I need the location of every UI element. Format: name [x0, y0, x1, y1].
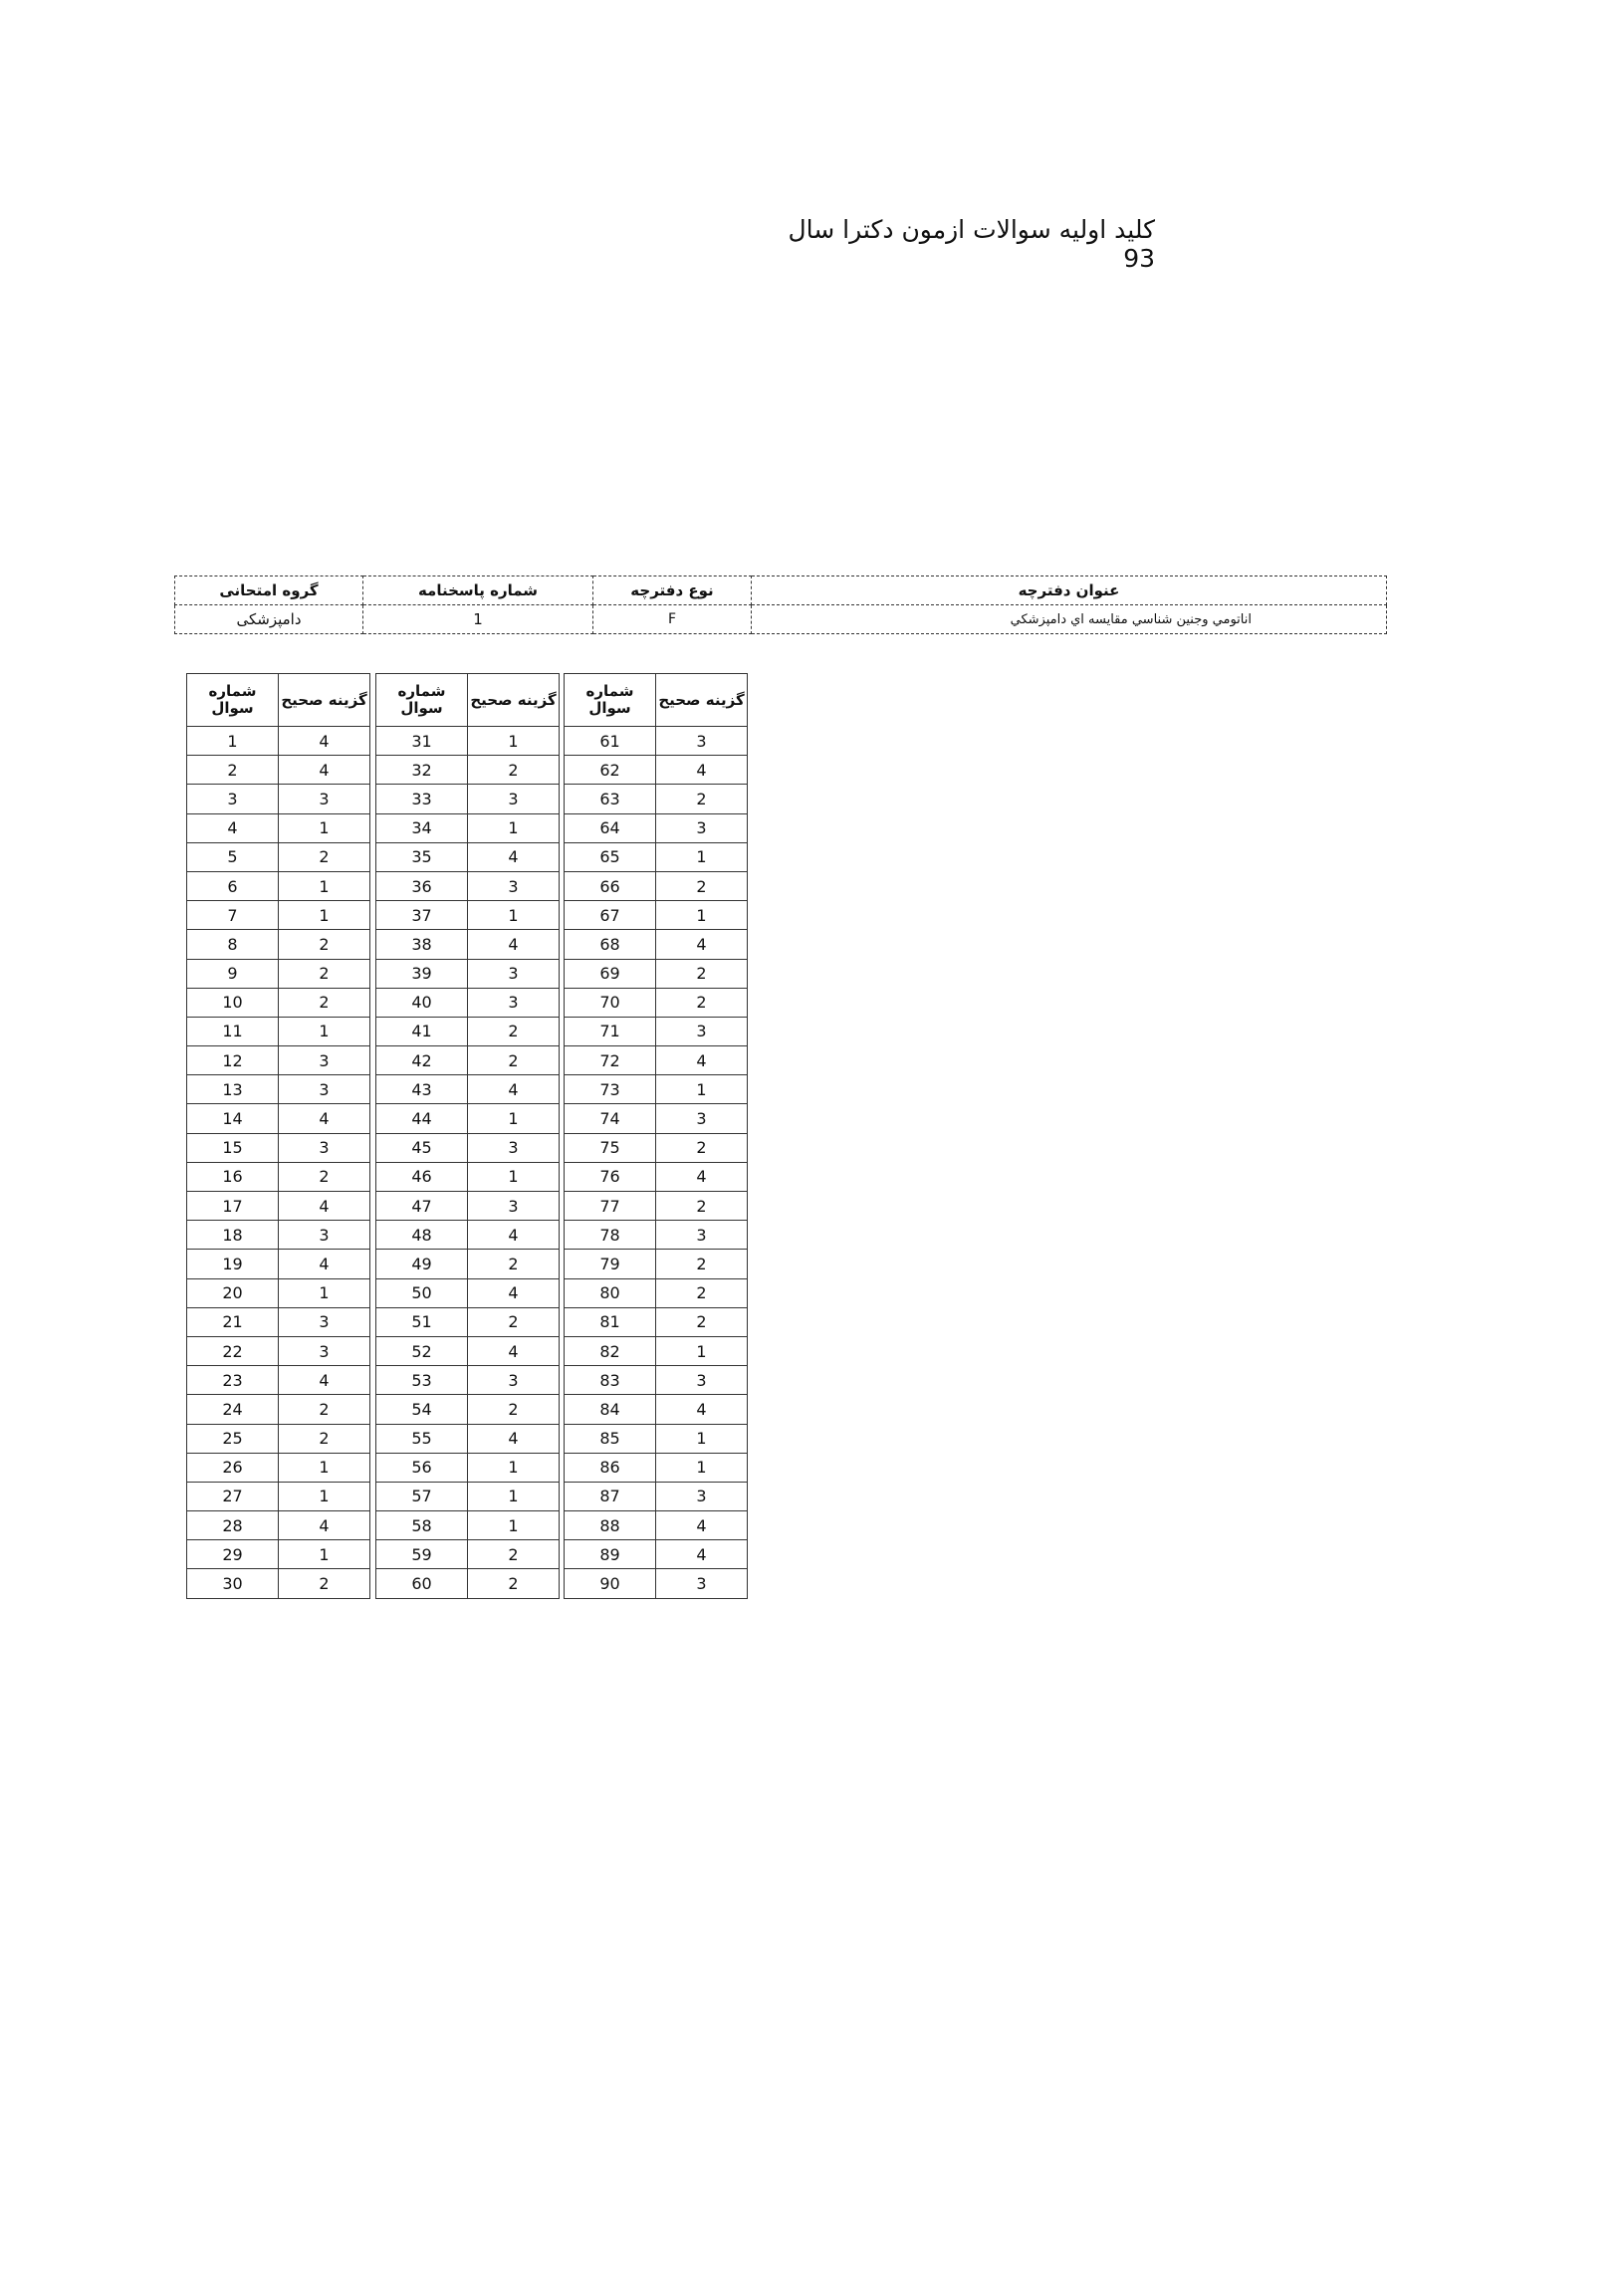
question-number-cell: 2 [187, 756, 279, 785]
table-row [376, 1569, 560, 1598]
correct-option-cell: 1 [279, 1017, 370, 1045]
question-number-cell: 52 [376, 1336, 468, 1365]
question-number-cell: 37 [376, 901, 468, 930]
correct-option-cell: 3 [656, 1221, 748, 1250]
table-row [565, 1482, 748, 1510]
table-row [376, 813, 560, 842]
table-row [376, 1336, 560, 1365]
correct-option-cell: 2 [279, 1569, 370, 1598]
correct-option-cell: 4 [279, 1104, 370, 1133]
question-number-cell: 89 [565, 1540, 656, 1569]
correct-option-header: گزینه صحیح [279, 674, 370, 727]
table-row [187, 1221, 370, 1250]
booklet-info-value-row [175, 605, 1387, 634]
correct-option-cell: 4 [468, 1336, 560, 1365]
question-number-cell: 51 [376, 1307, 468, 1336]
question-number-cell: 80 [565, 1278, 656, 1307]
question-number-cell: 25 [187, 1424, 279, 1453]
table-row [187, 1162, 370, 1191]
correct-option-cell: 1 [656, 1453, 748, 1482]
question-number-cell: 12 [187, 1046, 279, 1075]
question-number-cell: 69 [565, 959, 656, 988]
question-number-cell: 86 [565, 1453, 656, 1482]
question-number-cell: 57 [376, 1482, 468, 1510]
table-row [376, 1104, 560, 1133]
question-number-cell: 44 [376, 1104, 468, 1133]
question-number-cell: 22 [187, 1336, 279, 1365]
correct-option-cell: 2 [656, 1307, 748, 1336]
question-number-cell: 27 [187, 1482, 279, 1510]
question-number-cell: 34 [376, 813, 468, 842]
question-number-cell: 20 [187, 1278, 279, 1307]
question-number-cell: 56 [376, 1453, 468, 1482]
question-number-cell: 76 [565, 1162, 656, 1191]
question-number-cell: 82 [565, 1336, 656, 1365]
correct-option-cell: 2 [656, 959, 748, 988]
question-number-cell: 29 [187, 1540, 279, 1569]
question-number-cell: 55 [376, 1424, 468, 1453]
table-row [565, 930, 748, 959]
table-row [376, 930, 560, 959]
question-number-cell: 17 [187, 1192, 279, 1221]
question-number-cell: 6 [187, 871, 279, 900]
table-row [187, 1250, 370, 1278]
correct-option-cell: 2 [468, 1046, 560, 1075]
table-row [565, 756, 748, 785]
table-row [565, 1104, 748, 1133]
correct-option-cell: 4 [656, 1540, 748, 1569]
correct-option-cell: 1 [279, 1482, 370, 1510]
correct-option-cell: 4 [656, 1046, 748, 1075]
table-row [565, 1192, 748, 1221]
table-row [376, 1017, 560, 1045]
question-number-cell: 64 [565, 813, 656, 842]
table-row [376, 1250, 560, 1278]
question-number-cell: 70 [565, 988, 656, 1017]
table-row [376, 727, 560, 756]
table-row [187, 1395, 370, 1424]
table-row [187, 871, 370, 900]
correct-option-cell: 4 [656, 1162, 748, 1191]
correct-option-cell: 2 [656, 1250, 748, 1278]
table-row [565, 1540, 748, 1569]
exam-group-value: دامپزشکی [175, 605, 363, 634]
table-row [565, 1569, 748, 1598]
question-number-cell: 60 [376, 1569, 468, 1598]
table-row [187, 1046, 370, 1075]
table-row [565, 1221, 748, 1250]
question-number-cell: 26 [187, 1453, 279, 1482]
question-number-cell: 3 [187, 785, 279, 813]
correct-option-cell: 4 [279, 1250, 370, 1278]
correct-option-cell: 2 [656, 1133, 748, 1162]
table-row [376, 1192, 560, 1221]
table-row [376, 1482, 560, 1510]
question-number-cell: 63 [565, 785, 656, 813]
table-row [376, 756, 560, 785]
question-number-cell: 87 [565, 1482, 656, 1510]
table-row [376, 1540, 560, 1569]
table-row [187, 959, 370, 988]
question-number-cell: 62 [565, 756, 656, 785]
question-number-cell: 72 [565, 1046, 656, 1075]
correct-option-cell: 4 [279, 727, 370, 756]
question-number-cell: 79 [565, 1250, 656, 1278]
correct-option-cell: 4 [468, 842, 560, 871]
correct-option-cell: 3 [468, 1192, 560, 1221]
correct-option-cell: 3 [279, 1307, 370, 1336]
table-row [376, 959, 560, 988]
correct-option-cell: 1 [468, 901, 560, 930]
question-number-cell: 58 [376, 1511, 468, 1540]
table-row [376, 1221, 560, 1250]
table-row [565, 988, 748, 1017]
question-number-cell: 18 [187, 1221, 279, 1250]
table-row [565, 842, 748, 871]
table-row [376, 1278, 560, 1307]
question-number-cell: 5 [187, 842, 279, 871]
table-row [565, 1395, 748, 1424]
question-number-cell: 81 [565, 1307, 656, 1336]
table-row [187, 1511, 370, 1540]
question-number-cell: 75 [565, 1133, 656, 1162]
answer-key-table-2 [375, 673, 560, 1599]
correct-option-cell: 2 [468, 1017, 560, 1045]
question-number-cell: 43 [376, 1075, 468, 1104]
correct-option-cell: 4 [279, 1366, 370, 1395]
booklet-info-header-row [175, 576, 1387, 605]
question-number-cell: 83 [565, 1366, 656, 1395]
table-row [376, 988, 560, 1017]
correct-option-cell: 3 [468, 1133, 560, 1162]
correct-option-cell: 1 [468, 727, 560, 756]
table-row [376, 1395, 560, 1424]
table-row [376, 1046, 560, 1075]
table-row [565, 1511, 748, 1540]
correct-option-cell: 3 [279, 1221, 370, 1250]
question-number-header: شماره سوال [376, 674, 468, 727]
correct-option-cell: 2 [468, 1569, 560, 1598]
correct-option-cell: 2 [279, 930, 370, 959]
booklet-type-header: نوع دفترچه [593, 576, 752, 605]
question-number-cell: 30 [187, 1569, 279, 1598]
correct-option-cell: 1 [468, 1453, 560, 1482]
correct-option-cell: 2 [279, 959, 370, 988]
question-number-cell: 10 [187, 988, 279, 1017]
correct-option-cell: 1 [656, 901, 748, 930]
booklet-title-header: عنوان دفترچه [752, 576, 1387, 605]
correct-option-cell: 4 [656, 756, 748, 785]
question-number-cell: 14 [187, 1104, 279, 1133]
table-row [565, 901, 748, 930]
correct-option-cell: 4 [279, 756, 370, 785]
correct-option-cell: 3 [279, 1336, 370, 1365]
question-number-cell: 15 [187, 1133, 279, 1162]
correct-option-cell: 4 [468, 1075, 560, 1104]
table-row [565, 1075, 748, 1104]
correct-option-cell: 1 [656, 1424, 748, 1453]
correct-option-cell: 2 [279, 1162, 370, 1191]
question-number-cell: 67 [565, 901, 656, 930]
question-number-cell: 24 [187, 1395, 279, 1424]
table-row [187, 988, 370, 1017]
table-row [187, 813, 370, 842]
question-number-cell: 21 [187, 1307, 279, 1336]
answer-sheet-number-header: شماره پاسخنامه [363, 576, 593, 605]
correct-option-cell: 2 [656, 988, 748, 1017]
question-number-cell: 39 [376, 959, 468, 988]
correct-option-cell: 1 [468, 1104, 560, 1133]
correct-option-cell: 3 [279, 1133, 370, 1162]
correct-option-cell: 4 [279, 1511, 370, 1540]
correct-option-cell: 2 [279, 1395, 370, 1424]
question-number-cell: 16 [187, 1162, 279, 1191]
question-number-cell: 46 [376, 1162, 468, 1191]
table-row [565, 1250, 748, 1278]
table-row [376, 1162, 560, 1191]
correct-option-cell: 2 [468, 1250, 560, 1278]
table-row [565, 1307, 748, 1336]
table-row [187, 1017, 370, 1045]
table-row [376, 901, 560, 930]
correct-option-cell: 4 [656, 930, 748, 959]
table-row [187, 756, 370, 785]
correct-option-cell: 4 [656, 1395, 748, 1424]
question-number-header: شماره سوال [187, 674, 279, 727]
question-number-cell: 49 [376, 1250, 468, 1278]
correct-option-cell: 1 [279, 813, 370, 842]
table-row [187, 1278, 370, 1307]
correct-option-cell: 1 [656, 1075, 748, 1104]
correct-option-cell: 3 [468, 959, 560, 988]
question-number-cell: 31 [376, 727, 468, 756]
correct-option-cell: 1 [468, 813, 560, 842]
question-number-cell: 4 [187, 813, 279, 842]
question-number-cell: 84 [565, 1395, 656, 1424]
booklet-info-table [174, 575, 1387, 634]
correct-option-cell: 2 [468, 1395, 560, 1424]
question-number-cell: 23 [187, 1366, 279, 1395]
correct-option-cell: 3 [468, 785, 560, 813]
correct-option-cell: 1 [656, 842, 748, 871]
question-number-cell: 54 [376, 1395, 468, 1424]
question-number-cell: 88 [565, 1511, 656, 1540]
answer-key-table-3 [564, 673, 748, 1599]
question-number-cell: 11 [187, 1017, 279, 1045]
table-row [187, 1366, 370, 1395]
question-number-cell: 19 [187, 1250, 279, 1278]
correct-option-cell: 1 [279, 871, 370, 900]
table-row [187, 1336, 370, 1365]
correct-option-cell: 4 [468, 930, 560, 959]
correct-option-cell: 4 [468, 1424, 560, 1453]
table-row [376, 1366, 560, 1395]
table-row [187, 1075, 370, 1104]
correct-option-cell: 2 [468, 1540, 560, 1569]
correct-option-cell: 3 [468, 1366, 560, 1395]
table-row [376, 1511, 560, 1540]
booklet-type-value: F [593, 605, 752, 634]
table-row [187, 1482, 370, 1510]
correct-option-cell: 2 [468, 756, 560, 785]
correct-option-cell: 3 [468, 871, 560, 900]
table-row [376, 871, 560, 900]
correct-option-cell: 2 [279, 842, 370, 871]
correct-option-cell: 3 [468, 988, 560, 1017]
question-number-cell: 9 [187, 959, 279, 988]
booklet-title-value: اناتومي وجنين شناسي مقايسه اي دامپزشكي [752, 605, 1387, 634]
table-row [565, 1046, 748, 1075]
table-row [187, 901, 370, 930]
table-row [565, 1336, 748, 1365]
table-row [187, 1133, 370, 1162]
table-row [187, 1307, 370, 1336]
table-row [187, 842, 370, 871]
question-number-cell: 40 [376, 988, 468, 1017]
question-number-cell: 1 [187, 727, 279, 756]
question-number-header: شماره سوال [565, 674, 656, 727]
table-row [187, 727, 370, 756]
answer-key-header-row [376, 674, 560, 727]
table-row [565, 1424, 748, 1453]
table-row [376, 1424, 560, 1453]
question-number-cell: 90 [565, 1569, 656, 1598]
table-row [187, 1424, 370, 1453]
correct-option-cell: 2 [656, 871, 748, 900]
correct-option-cell: 3 [279, 1046, 370, 1075]
correct-option-cell: 2 [656, 1192, 748, 1221]
table-row [376, 1133, 560, 1162]
question-number-cell: 85 [565, 1424, 656, 1453]
table-row [565, 1453, 748, 1482]
question-number-cell: 59 [376, 1540, 468, 1569]
question-number-cell: 38 [376, 930, 468, 959]
question-number-cell: 35 [376, 842, 468, 871]
correct-option-cell: 4 [468, 1221, 560, 1250]
correct-option-cell: 1 [656, 1336, 748, 1365]
correct-option-cell: 2 [279, 988, 370, 1017]
correct-option-cell: 3 [279, 1075, 370, 1104]
question-number-cell: 7 [187, 901, 279, 930]
table-row [376, 1453, 560, 1482]
table-row [187, 785, 370, 813]
question-number-cell: 65 [565, 842, 656, 871]
table-row [565, 1278, 748, 1307]
question-number-cell: 33 [376, 785, 468, 813]
answer-key-header-row [565, 674, 748, 727]
correct-option-cell: 1 [468, 1482, 560, 1510]
question-number-cell: 53 [376, 1366, 468, 1395]
answer-key-table-1 [186, 673, 370, 1599]
correct-option-cell: 3 [656, 813, 748, 842]
exam-group-header: گروه امتحانی [175, 576, 363, 605]
question-number-cell: 45 [376, 1133, 468, 1162]
question-number-cell: 50 [376, 1278, 468, 1307]
table-row [187, 1569, 370, 1598]
question-number-cell: 78 [565, 1221, 656, 1250]
correct-option-cell: 2 [279, 1424, 370, 1453]
answer-key-header-row [187, 674, 370, 727]
question-number-cell: 73 [565, 1075, 656, 1104]
table-row [565, 959, 748, 988]
correct-option-cell: 3 [656, 1366, 748, 1395]
correct-option-cell: 3 [656, 727, 748, 756]
question-number-cell: 47 [376, 1192, 468, 1221]
question-number-cell: 66 [565, 871, 656, 900]
table-row [565, 1017, 748, 1045]
correct-option-cell: 3 [656, 1482, 748, 1510]
correct-option-cell: 3 [656, 1569, 748, 1598]
correct-option-cell: 4 [468, 1278, 560, 1307]
question-number-cell: 36 [376, 871, 468, 900]
correct-option-cell: 1 [279, 1278, 370, 1307]
question-number-cell: 71 [565, 1017, 656, 1045]
table-row [376, 842, 560, 871]
table-row [376, 1075, 560, 1104]
table-row [187, 1192, 370, 1221]
table-row [565, 1162, 748, 1191]
page-title: کلید اولیه سوالات ازمون دکترا سال 93 [788, 215, 1155, 273]
table-row [376, 1307, 560, 1336]
answer-sheet-number-value: 1 [363, 605, 593, 634]
question-number-cell: 61 [565, 727, 656, 756]
question-number-cell: 68 [565, 930, 656, 959]
table-row [565, 1133, 748, 1162]
correct-option-cell: 1 [468, 1511, 560, 1540]
question-number-cell: 48 [376, 1221, 468, 1250]
table-row [187, 1540, 370, 1569]
table-row [187, 930, 370, 959]
correct-option-cell: 1 [279, 1453, 370, 1482]
correct-option-cell: 3 [656, 1017, 748, 1045]
table-row [187, 1104, 370, 1133]
question-number-cell: 77 [565, 1192, 656, 1221]
question-number-cell: 8 [187, 930, 279, 959]
question-number-cell: 74 [565, 1104, 656, 1133]
correct-option-cell: 3 [279, 785, 370, 813]
question-number-cell: 41 [376, 1017, 468, 1045]
question-number-cell: 32 [376, 756, 468, 785]
table-row [187, 1453, 370, 1482]
table-row [565, 727, 748, 756]
correct-option-cell: 1 [279, 1540, 370, 1569]
question-number-cell: 28 [187, 1511, 279, 1540]
table-row [565, 785, 748, 813]
correct-option-cell: 4 [656, 1511, 748, 1540]
table-row [376, 785, 560, 813]
table-row [565, 1366, 748, 1395]
correct-option-header: گزینه صحیح [656, 674, 748, 727]
question-number-cell: 13 [187, 1075, 279, 1104]
correct-option-cell: 2 [468, 1307, 560, 1336]
correct-option-cell: 2 [656, 785, 748, 813]
correct-option-header: گزینه صحیح [468, 674, 560, 727]
correct-option-cell: 1 [279, 901, 370, 930]
correct-option-cell: 3 [656, 1104, 748, 1133]
correct-option-cell: 1 [468, 1162, 560, 1191]
correct-option-cell: 4 [279, 1192, 370, 1221]
question-number-cell: 42 [376, 1046, 468, 1075]
correct-option-cell: 2 [656, 1278, 748, 1307]
table-row [565, 813, 748, 842]
table-row [565, 871, 748, 900]
